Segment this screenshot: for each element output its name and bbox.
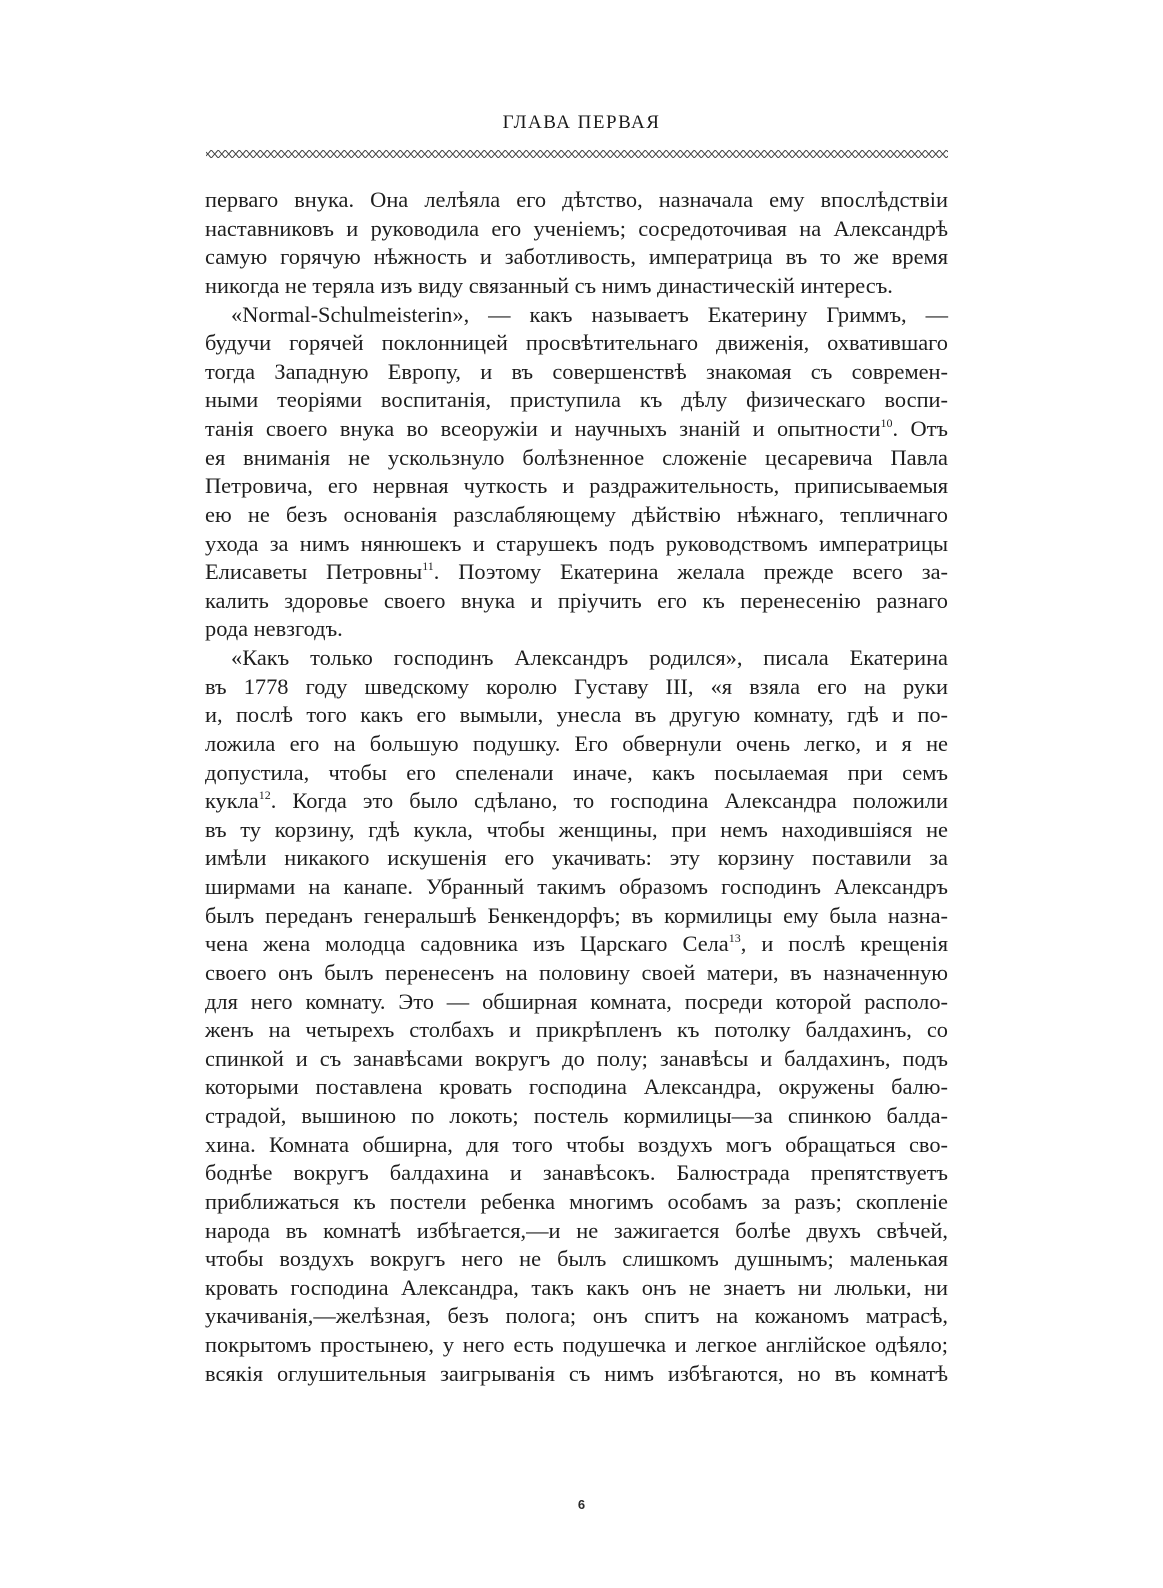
text-line: [205, 1131, 948, 1160]
text-line: [205, 1073, 948, 1102]
text-line: [205, 615, 948, 644]
text-line-continuation: . Отъ: [892, 416, 948, 441]
text-line-content: никогда не теряла изъ виду связанный съ нимъ династическій интересъ.: [205, 272, 893, 298]
text-line: [205, 587, 948, 616]
text-line-content: перваго внука. Она лелѣяла его дѣтство, назначала ему впослѣдствіи: [205, 187, 948, 212]
text-line-continuation: . Поэтому Екатерина желала прежде всего за-: [433, 559, 948, 585]
text-line: [205, 472, 948, 501]
text-line-content: «Какъ только господинъ Александръ родился», писала Екатерина: [231, 645, 948, 670]
text-line: [205, 1188, 948, 1217]
text-line: [205, 844, 948, 873]
text-line-content: народа въ комнатѣ избѣгается,—и не зажигается болѣе двухъ свѣчей,: [205, 1217, 948, 1243]
text-line: [205, 730, 948, 759]
text-line-content: своего онъ былъ перенесенъ на половину своей матери, въ назначенную: [205, 959, 948, 985]
text-line-continuation: , и послѣ крещенія: [740, 931, 948, 957]
text-line: [205, 1331, 948, 1360]
body-text: [205, 186, 948, 1388]
text-line-content: хина. Комната обширна, для того чтобы воздухъ могъ обращаться сво-: [205, 1131, 948, 1157]
text-line-content: «Normal-Schulmeisterin», — какъ называетъ Екатерину Гриммъ, —: [231, 301, 948, 327]
text-line: [205, 673, 948, 702]
text-line: [205, 272, 948, 301]
text-line-content: покрытомъ простынею, у него есть подушечка и легкое англійское одѣяло;: [205, 1332, 948, 1357]
text-line: [205, 787, 948, 816]
text-line: [205, 1274, 948, 1303]
text-line-content: будучи горячей поклонницей просвѣтительнаго движенія, охватившаго: [205, 330, 948, 356]
text-line-content: ными теоріями воспитанія, приступила къ дѣлу физическаго воспи-: [205, 387, 948, 413]
text-line-content: которыми поставлена кровать господина Александра, окружены балю-: [205, 1074, 948, 1100]
text-line-content: имѣли никакого искушенія его укачивать: эту корзину поставили за: [205, 845, 948, 871]
text-line-content: рода невзгодъ.: [205, 616, 343, 642]
text-line-content: ширмами на канапе. Убранный такимъ образомъ господинъ Александръ: [205, 874, 948, 899]
text-line: [205, 1159, 948, 1188]
text-line-content: въ ту корзину, гдѣ кукла, чтобы женщины, при немъ находившіяся не: [205, 816, 948, 842]
text-line-continuation: . Когда это было сдѣлано, то господина Александра положили: [270, 788, 948, 814]
text-line-content: ухода за нимъ нянюшекъ и старушекъ подъ руководствомъ императрицы: [205, 530, 948, 556]
text-line-content: чтобы воздухъ вокругъ него не былъ слишкомъ душнымъ; маленькая: [205, 1246, 948, 1272]
text-line: [205, 558, 948, 587]
text-line-content: укачиванія,—желѣзная, безъ полога; онъ спитъ на кожаномъ матрасѣ,: [205, 1303, 948, 1329]
text-line-content: страдой, вышиною по локоть; постель кормилицы—за спинкою балда-: [205, 1103, 948, 1128]
text-line-content: спинкой и съ занавѣсами вокругъ до полу; занавѣсы и балдахинъ, подъ: [205, 1045, 948, 1071]
text-line-content: женъ на четырехъ столбахъ и прикрѣпленъ къ потолку балдахинъ, со: [205, 1017, 948, 1043]
text-line: [205, 501, 948, 530]
text-line-content: всякія оглушительныя заигрыванія съ нимъ избѣгаются, но въ комнатѣ: [205, 1360, 948, 1386]
text-line-content: наставниковъ и руководила его ученіемъ; сосредоточивая на Александрѣ: [205, 215, 948, 241]
text-line: [205, 444, 948, 473]
text-line: [205, 329, 948, 358]
text-line: [205, 215, 948, 244]
text-line: [205, 959, 948, 988]
footnote-marker: 13: [728, 931, 741, 946]
text-line-content: Петровича, его нервная чуткость и раздражительность, приписываемыя: [205, 473, 948, 499]
text-line: [205, 1245, 948, 1274]
text-line-content: самую горячую нѣжность и заботливость, императрица въ то же время: [205, 244, 948, 270]
text-line: [205, 415, 948, 444]
text-line-content: танія своего внука во всеоружіи и научныхъ знаній и опытности: [205, 416, 881, 441]
text-line: [205, 930, 948, 959]
text-line: [205, 358, 948, 387]
text-line-content: ею не безъ основанія разслабляющему дѣйствію нѣжнаго, тепличнаго: [205, 501, 948, 527]
text-line: [205, 1045, 948, 1074]
text-line-content: Елисаветы Петровны: [205, 559, 423, 585]
text-line: [205, 873, 948, 902]
text-line: [205, 186, 948, 215]
text-line-content: кровать господина Александра, такъ какъ онъ не знаетъ ни люльки, ни: [205, 1274, 948, 1300]
text-line: [205, 701, 948, 730]
text-line-content: въ 1778 году шведскому королю Густаву III, «я взяла его на руки: [205, 673, 948, 699]
text-line-content: для него комнату. Это — обширная комната, посреди которой располо-: [205, 988, 948, 1014]
text-line-content: и, послѣ того какъ его вымыли, унесла въ другую комнату, гдѣ и по-: [205, 702, 948, 728]
text-line: [205, 902, 948, 931]
text-line-content: чена жена молодца садовника изъ Царскаго Села: [205, 931, 729, 957]
text-line-content: допустила, чтобы его спеленали иначе, какъ посылаемая при семъ: [205, 759, 948, 785]
footnote-marker: 12: [258, 788, 271, 803]
text-line: [205, 1217, 948, 1246]
page-number: 6: [577, 1497, 586, 1512]
text-line: [205, 988, 948, 1017]
text-line: [205, 1016, 948, 1045]
text-line: [205, 644, 948, 673]
text-line: [205, 1102, 948, 1131]
text-line-content: былъ переданъ генеральшѣ Бенкендорфъ; въ кормилицы ему была назна-: [205, 902, 948, 928]
text-line: [205, 1302, 948, 1331]
footnote-marker: 10: [880, 416, 893, 430]
text-line: [205, 386, 948, 415]
text-line-content: боднѣе вокругъ балдахина и занавѣсокъ. Балюстрада препятствуетъ: [205, 1160, 948, 1186]
text-line-content: приближаться къ постели ребенка многимъ особамъ за разъ; скопленіе: [205, 1188, 948, 1214]
text-line: [205, 1360, 948, 1389]
text-line: [205, 530, 948, 559]
running-head-title: ГЛАВА ПЕРВАЯ: [502, 112, 661, 133]
text-line: [205, 301, 948, 330]
text-line: [205, 243, 948, 272]
wavy-ornamental-rule: [206, 148, 948, 160]
text-line: [205, 759, 948, 788]
footnote-marker: 11: [422, 559, 434, 574]
text-line-content: калить здоровье своего внука и пріучить его къ перенесенію разнаго: [205, 587, 948, 613]
text-line-content: кукла: [205, 788, 259, 814]
text-line-content: ложила его на большую подушку. Его обвернули очень легко, и я не: [205, 730, 948, 756]
text-line: [205, 816, 948, 845]
text-line-content: ея вниманія не ускользнуло болѣзненное сложеніе цесаревича Павла: [205, 444, 948, 470]
text-line-content: тогда Западную Европу, и въ совершенствѣ знакомая съ современ-: [205, 358, 948, 384]
